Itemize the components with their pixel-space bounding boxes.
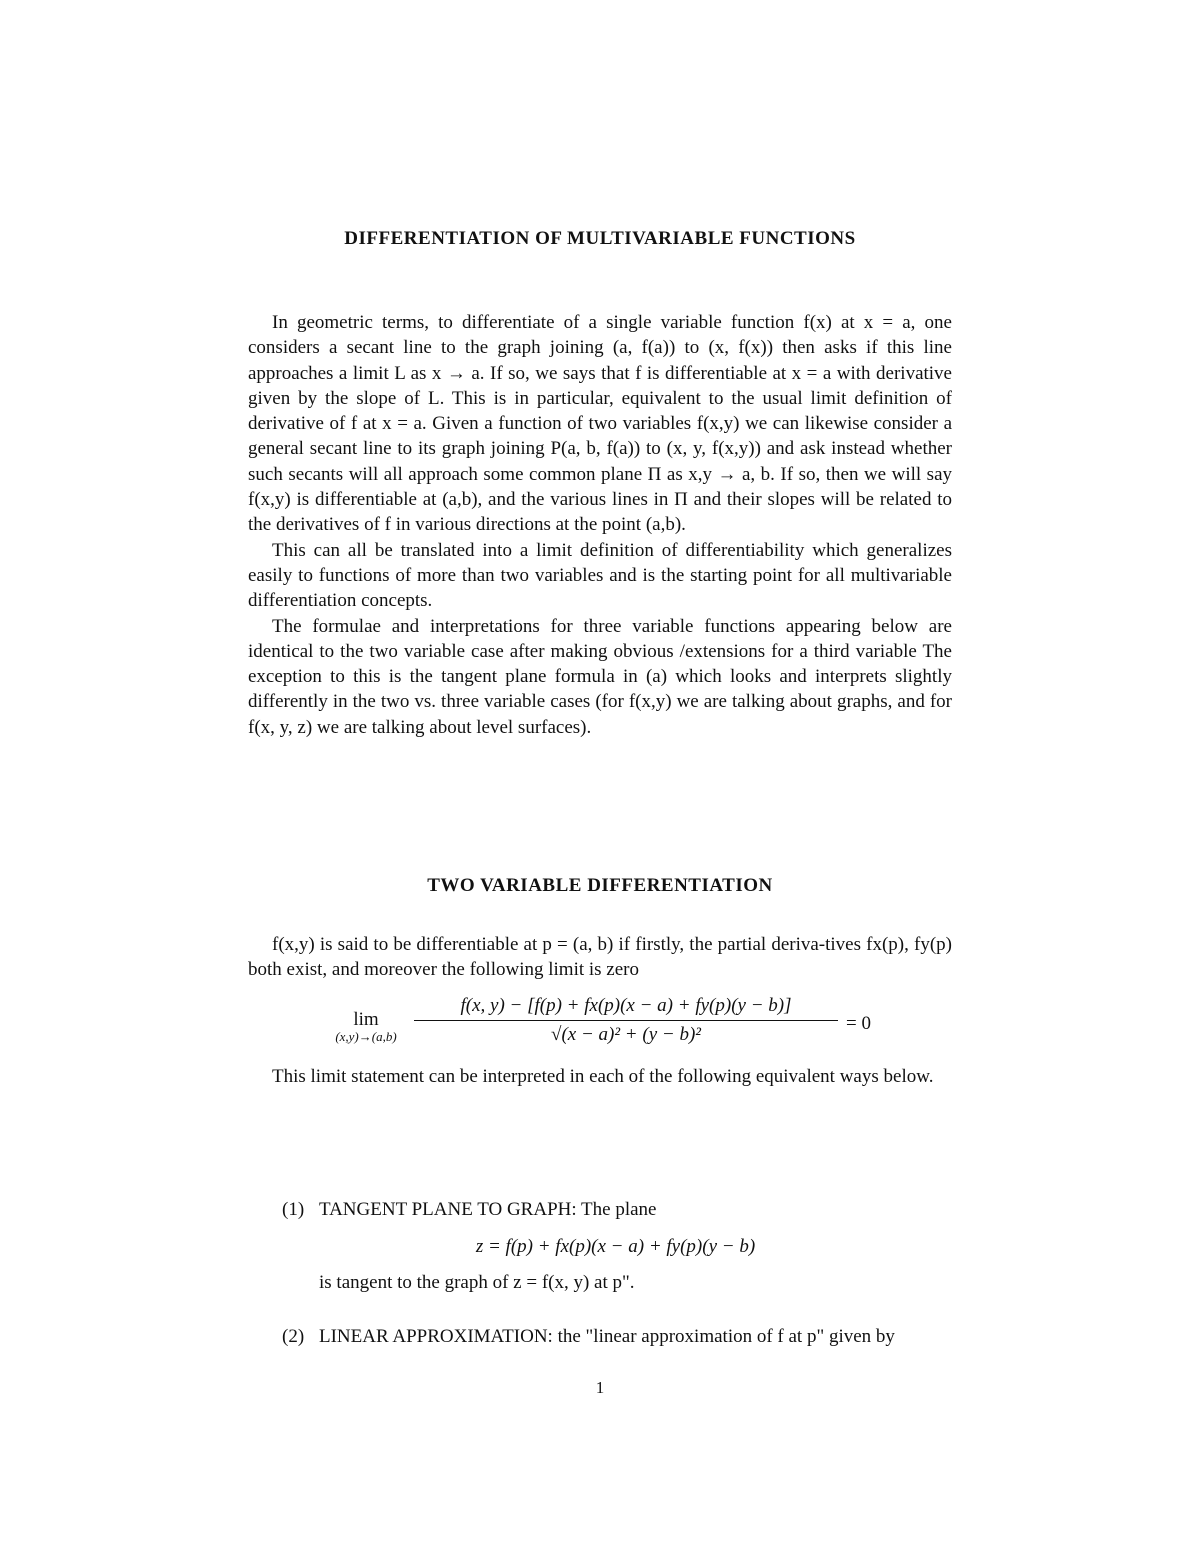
item-label: (2) [282,1326,305,1347]
list-item [282,1197,952,1295]
item-heading: LINEAR APPROXIMATION: the "linear approximation of f at p" given by [319,1326,895,1347]
limit-subscript: (x,y)→(a,b) [335,1029,397,1044]
fraction-denominator: √(x − a)² + (y − b)² [551,1024,701,1045]
after-limit-section [248,1064,952,1089]
fraction-numerator: f(x, y) − [f(p) + fx(p)(x − a) + fy(p)(y − b)] [414,995,838,1021]
intro-paragraph-3: The formulae and interpretations for three variable functions appearing below are identical to the two variable case after making obvious /extensions for a third variable The exception to this is the tangent plane formula in (a) which looks and interprets slightly differently in the two vs. three variable cases (for f(x,y) we are talking about graphs, and for f(x, y, z) we are talking about level surfaces). [248,615,952,738]
item-heading: TANGENT PLANE TO GRAPH: The plane [319,1199,657,1220]
intro-section [248,310,952,740]
intro-paragraph-1: In geometric terms, to differentiate of a single variable function f(x) at x = a, one considers a secant line to the graph joining (a, f(a)) to (x, f(x)) then asks if this line approaches a limit L as x → a. If so, we says that f is differentiable at x = a with derivative given by the slope of L. This is in particular, equivalent to the usual limit definition of derivative of f at x = a. Given a function of two variables f(x,y) we can likewise consider a general secant line to its graph joining P(a, b, f(a)) to (x, y, f(x,y)) and ask instead whether such secants will all approach some common plane Π as x,y → a, b. If so, then we will say f(x,y) is differentiable at (a,b), and the various lines in Π and their slopes will be related to the derivatives of f in various directions at the point (a,b). [248,312,952,536]
intro-paragraph-2: This can all be translated into a limit definition of differentiability which generalizes easily to functions of more than two variables and is the starting point for all multivariable differentiation concepts. [248,539,952,612]
page-number: 1 [595,1378,605,1397]
limit-word: lim [353,1009,379,1030]
after-limit-paragraph: This limit statement can be interpreted in each of the following equivalent ways below. [272,1066,934,1087]
limit-fraction [414,995,838,1046]
item-label: (1) [282,1199,305,1220]
list-item [282,1324,952,1349]
section-title: TWO VARIABLE DIFFERENTIATION [427,875,773,896]
limit-operator [318,1009,414,1045]
formula-rhs: = 0 [846,1013,871,1034]
limit-formula [318,995,918,1055]
definition-section [248,932,952,983]
definition-paragraph: f(x,y) is said to be differentiable at p = (a, b) if firstly, the partial deriva-tives fx(p), fy(p) both exist, and moreover the following limit is zero [248,934,952,981]
item-tail: is tangent to the graph of z = f(x, y) at p". [319,1271,635,1293]
tangent-plane-equation: z = f(p) + fx(p)(x − a) + fy(p)(y − b) [475,1236,756,1258]
page-title: DIFFERENTIATION OF MULTIVARIABLE FUNCTIONS [344,228,856,249]
